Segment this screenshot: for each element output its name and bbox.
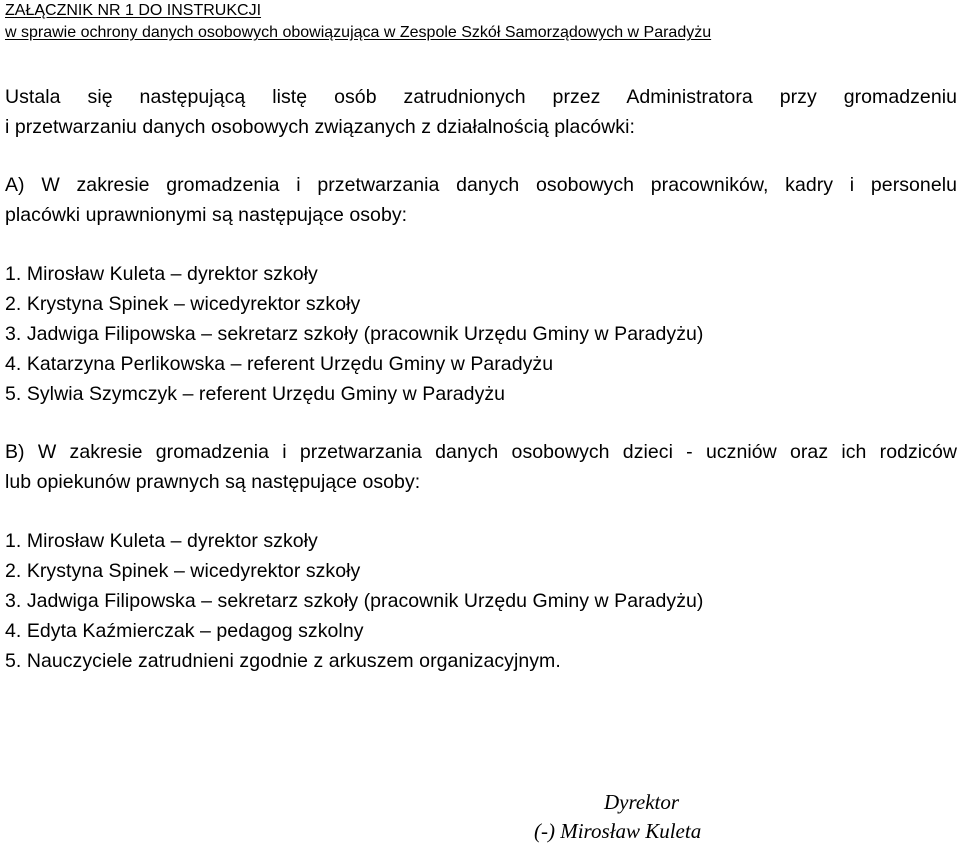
list-item: 2. Krystyna Spinek – wicedyrektor szkoły (5, 560, 361, 582)
signature-role: Dyrektor (604, 790, 680, 814)
list-item: 1. Mirosław Kuleta – dyrektor szkoły (5, 263, 318, 285)
list-item: 3. Jadwiga Filipowska – sekretarz szkoły (pracownik Urzędu Gminy w Paradyżu) (5, 590, 704, 612)
document-subtitle: w sprawie ochrony danych osobowych obowiązująca w Zespole Szkół Samorządowych w Paradyżu (5, 24, 712, 41)
section-b-heading-line-1: B) W zakresie gromadzenia i przetwarzania danych osobowych dzieci - uczniów oraz ich rodziców (5, 441, 957, 463)
intro-line-1: Ustala się następującą listę osób zatrudnionych przez Administratora przy gromadzeniu (5, 86, 957, 108)
section-a-heading-line-1: A) W zakresie gromadzenia i przetwarzania danych osobowych pracowników, kadry i personelu (5, 174, 957, 196)
list-item: 4. Edyta Kaźmierczak – pedagog szkolny (5, 620, 364, 642)
document-title: ZAŁĄCZNIK NR 1 DO INSTRUKCJI (5, 2, 262, 19)
list-item: 2. Krystyna Spinek – wicedyrektor szkoły (5, 293, 361, 315)
list-item: 1. Mirosław Kuleta – dyrektor szkoły (5, 530, 318, 552)
list-item: 5. Nauczyciele zatrudnieni zgodnie z arkuszem organizacyjnym. (5, 650, 561, 672)
list-item: 5. Sylwia Szymczyk – referent Urzędu Gminy w Paradyżu (5, 383, 506, 405)
section-b-heading-line-2: lub opiekunów prawnych są następujące osoby: (5, 471, 421, 493)
list-item: 3. Jadwiga Filipowska – sekretarz szkoły (pracownik Urzędu Gminy w Paradyżu) (5, 323, 704, 345)
section-a-heading-line-2: placówki uprawnionymi są następujące osoby: (5, 204, 408, 226)
signature-name: (-) Mirosław Kuleta (534, 819, 702, 843)
intro-line-2: i przetwarzaniu danych osobowych związanych z działalnością placówki: (5, 116, 635, 138)
list-item: 4. Katarzyna Perlikowska – referent Urzędu Gminy w Paradyżu (5, 353, 554, 375)
